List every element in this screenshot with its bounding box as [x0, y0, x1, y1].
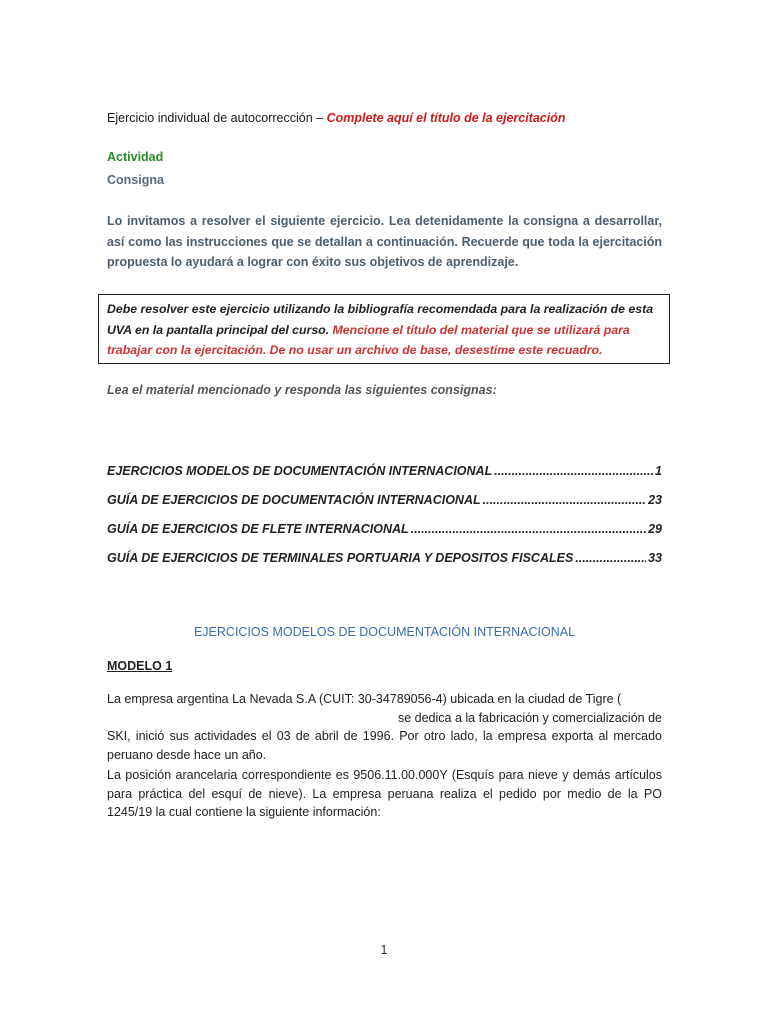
exercise-title-prefix: Ejercicio individual de autocorrección – [107, 111, 327, 125]
toc-entry-title: GUÍA DE EJERCICIOS DE DOCUMENTACIÓN INTERNACIONAL [107, 493, 481, 507]
toc-entry-title: EJERCICIOS MODELOS DE DOCUMENTACIÓN INTERNACIONAL [107, 464, 493, 478]
toc-entry-page: 23 [648, 493, 662, 507]
toc-entry[interactable] [107, 551, 662, 580]
toc-entry[interactable] [107, 522, 662, 551]
company-paragraph [107, 690, 662, 764]
toc-entry[interactable] [107, 464, 662, 493]
toc-entry-page: 29 [648, 522, 662, 536]
instruction-text: Lea el material mencionado y responda las siguientes consignas: [107, 383, 497, 397]
page-number: 1 [380, 943, 388, 957]
consigna-label: Consigna [107, 173, 164, 187]
notice-red-text: Mencione el título del material que se utilizará para trabajar con la ejercitación. De no usar un archivo de base, desestime este recuadro. [107, 322, 630, 357]
company-paragraph-line1: La empresa argentina La Nevada S.A (CUIT: 30-34789056-4) ubicada en la ciudad de Tigre ( [107, 692, 622, 706]
activity-label: Actividad [107, 150, 164, 164]
toc-entry-title: GUÍA DE EJERCICIOS DE FLETE INTERNACIONAL [107, 522, 409, 536]
toc-entry-page: 1 [655, 464, 662, 478]
tariff-paragraph: La posición arancelaria correspondiente es 9506.11.00.000Y (Esquís para nieve y demás artículos para práctica del esquí de nieve). La empresa peruana realiza el pedido por medio de la PO 1245/19 la cual contiene la siguiente información: [107, 768, 662, 819]
table-of-contents [107, 464, 662, 580]
company-paragraph-line2: se dedica a la fabricación y comercialización de [397, 710, 662, 725]
notice-main-text: Debe resolver este ejercicio utilizando la bibliografía recomendada para la realización de esta UVA en la pantalla principal del curso. [107, 302, 654, 337]
toc-leader-dots [494, 464, 653, 478]
exercise-title [107, 108, 662, 128]
model-label: MODELO 1 [107, 659, 173, 673]
section-heading: EJERCICIOS MODELOS DE DOCUMENTACIÓN INTERNACIONAL [193, 625, 576, 639]
intro-paragraph: Lo invitamos a resolver el siguiente ejercicio. Lea detenidamente la consigna a desarrollar, así como las instrucciones que se detallan a continuación. Recuerde que toda la ejercitación propuesta lo ayudará a lograr con éxito sus objetivos de aprendizaje. [107, 214, 662, 269]
toc-leader-dots [575, 551, 646, 565]
bibliography-notice-box [98, 294, 670, 364]
toc-entry-page: 33 [648, 551, 662, 565]
toc-leader-dots [483, 493, 646, 507]
toc-leader-dots [411, 522, 646, 536]
toc-entry[interactable] [107, 493, 662, 522]
exercise-title-placeholder: Complete aquí el título de la ejercitación [326, 111, 566, 125]
toc-entry-title: GUÍA DE EJERCICIOS DE TERMINALES PORTUARIA Y DEPOSITOS FISCALES [107, 551, 574, 565]
company-paragraph-rest: SKI, inició sus actividades el 03 de abril de 1996. Por otro lado, la empresa exporta al mercado peruano desde hace un año. [107, 729, 662, 762]
